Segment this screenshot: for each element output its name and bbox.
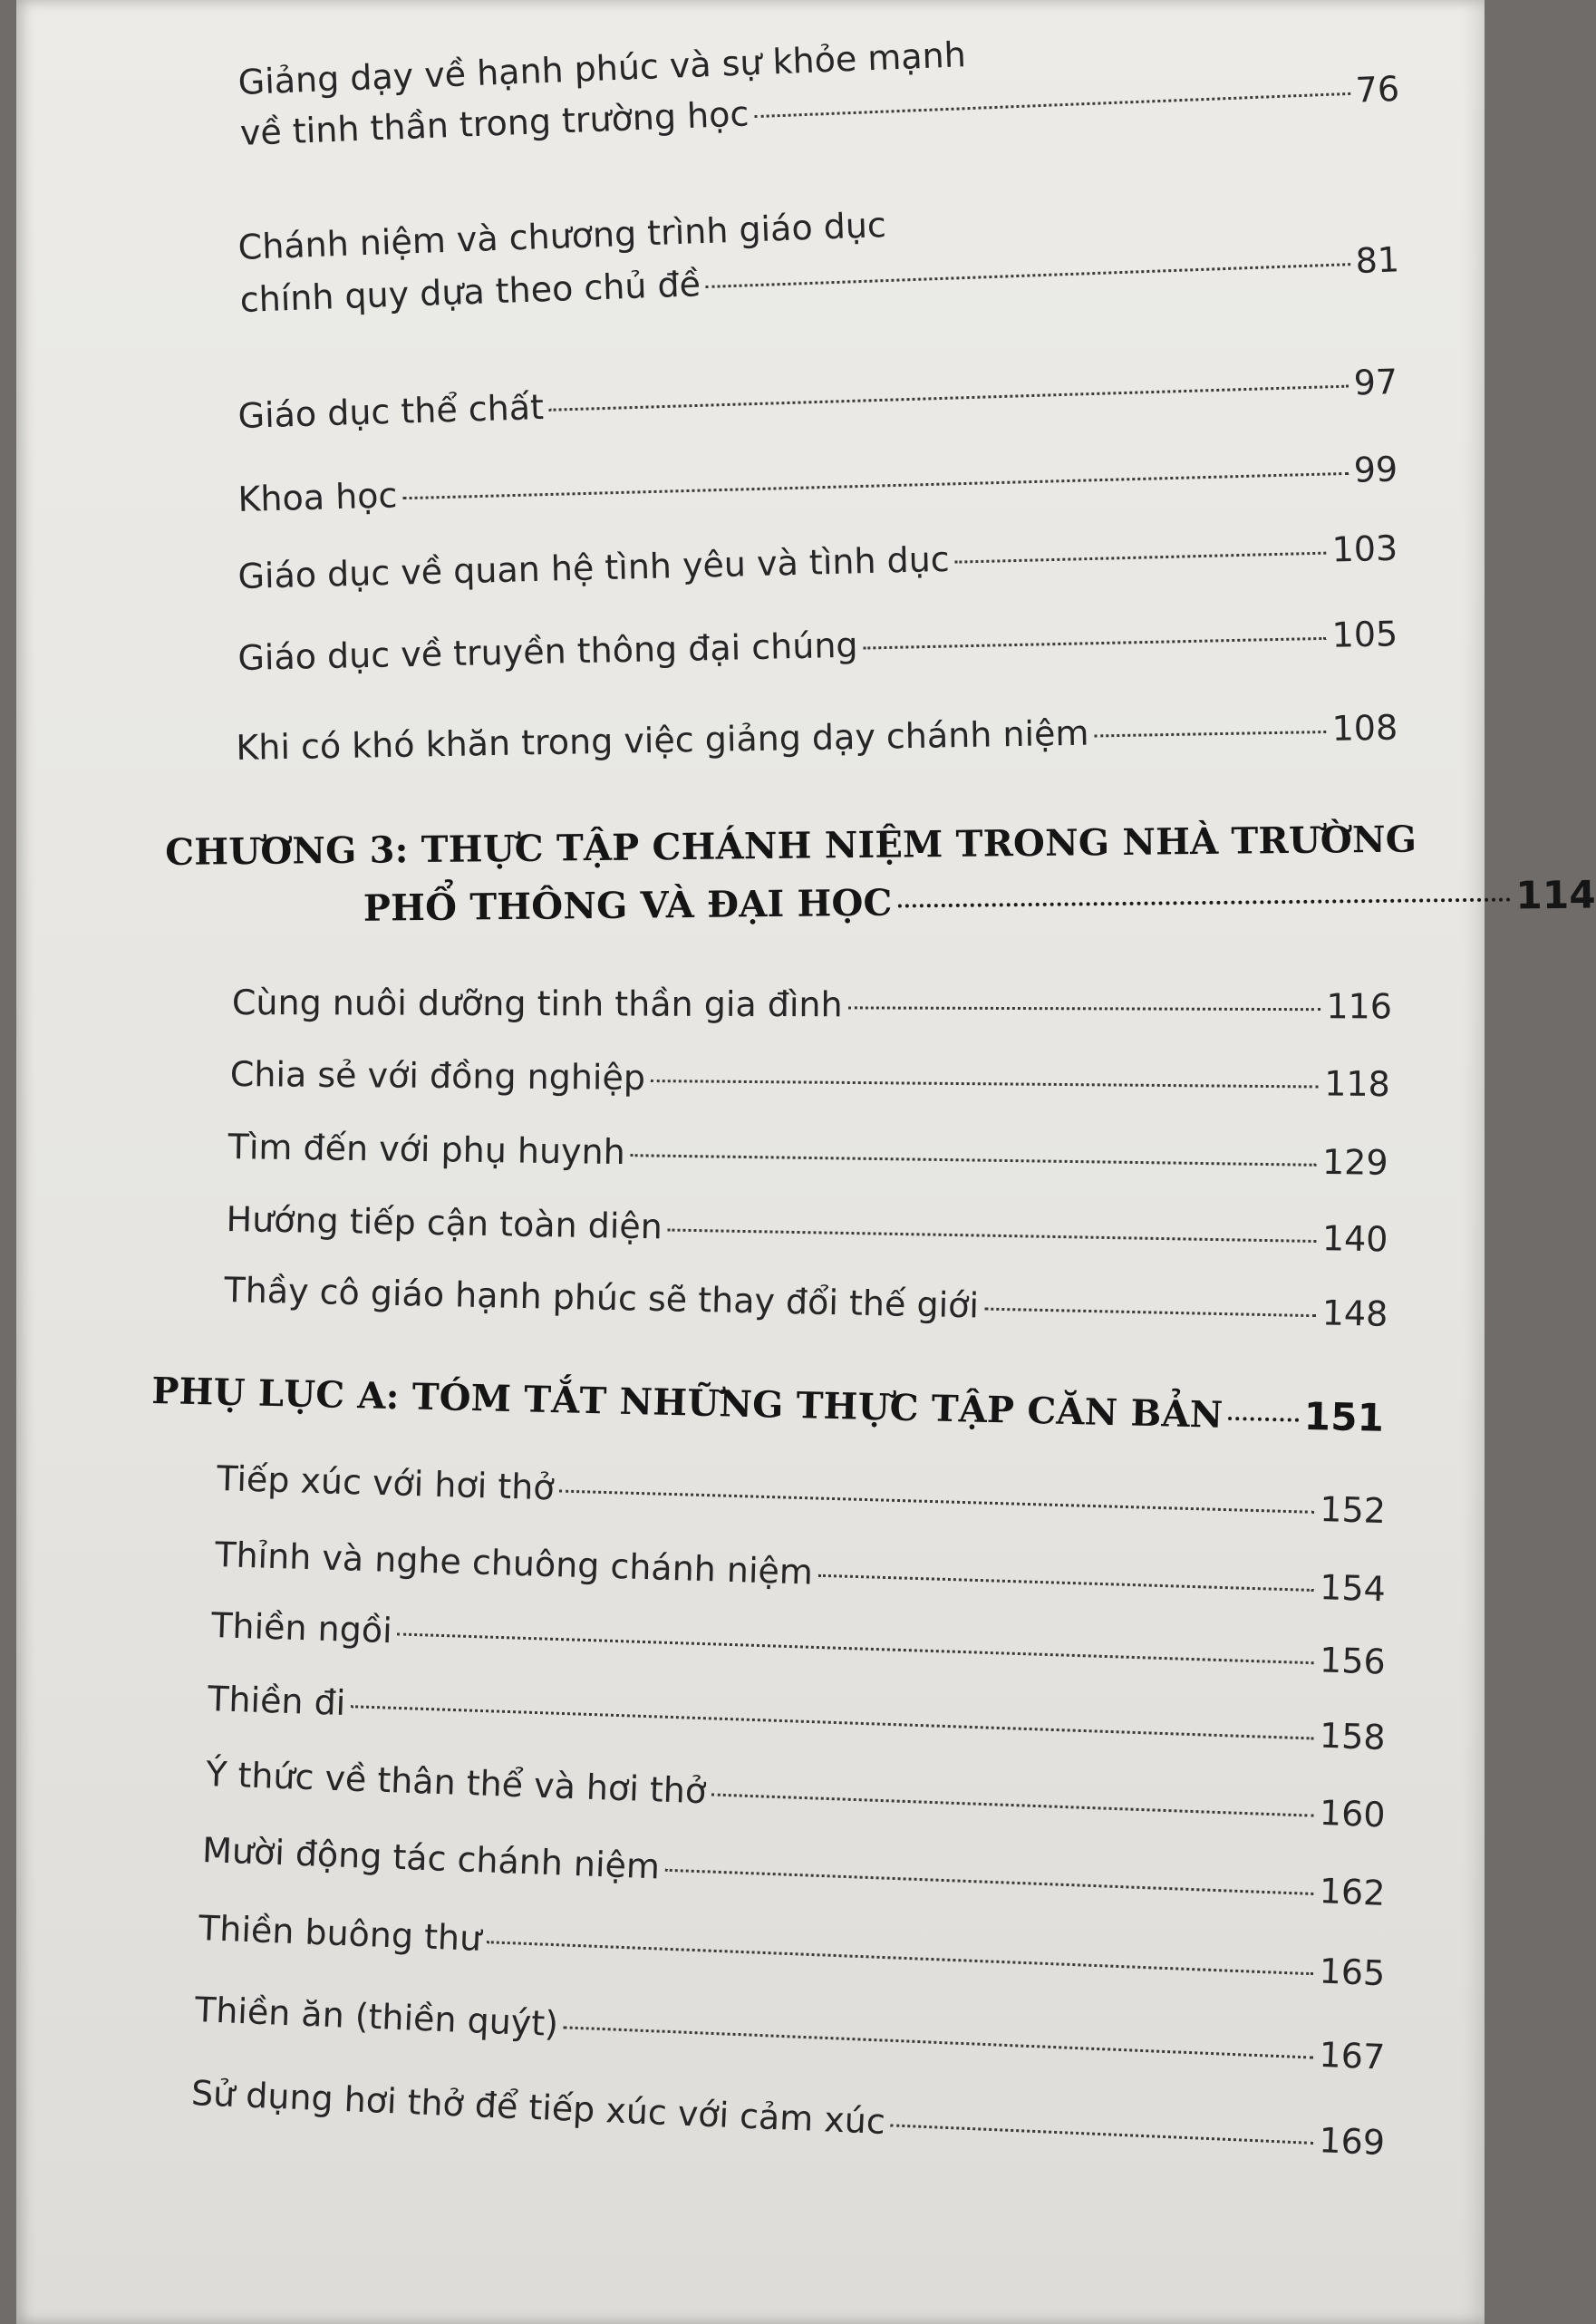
dot-leader xyxy=(351,1705,1314,1739)
toc-page-number: 76 xyxy=(1354,68,1400,111)
toc-entry xyxy=(237,450,1398,519)
dot-leader xyxy=(848,1006,1321,1011)
dot-leader xyxy=(955,552,1327,564)
toc-page-number: 154 xyxy=(1319,1567,1387,1610)
dot-leader xyxy=(668,1229,1317,1243)
dot-leader xyxy=(559,1490,1314,1514)
toc-page-number: 81 xyxy=(1354,238,1400,281)
toc-entry xyxy=(224,1271,1388,1335)
toc-entry xyxy=(190,2074,1386,2164)
toc-entry xyxy=(194,1990,1386,2077)
toc-entry xyxy=(201,1831,1386,1914)
toc-page-number: 116 xyxy=(1326,986,1392,1027)
toc-entry xyxy=(217,1459,1387,1532)
toc-entry xyxy=(230,1055,1390,1105)
dot-leader xyxy=(402,472,1349,499)
dot-leader xyxy=(487,1941,1314,1975)
toc-page-number: 103 xyxy=(1331,528,1398,570)
toc-entry xyxy=(227,1128,1388,1184)
toc-entry-title: Sử dụng hơi thở để tiếp xúc với cảm xúc xyxy=(190,2073,886,2143)
dot-leader xyxy=(549,385,1349,412)
toc-entry-title: Ý thức về thân thể và hơi thở xyxy=(205,1754,707,1812)
toc-entry-title: Chia sẻ với đồng nghiệp xyxy=(229,1054,646,1098)
toc-entry-title: Hướng tiếp cận toàn diện xyxy=(226,1199,663,1247)
toc-page-number: 162 xyxy=(1319,1871,1387,1913)
toc-entry-title: Cùng nuôi dưỡng tinh thần gia đình xyxy=(231,983,843,1025)
toc-entry-title: chính quy dựa theo chủ đề xyxy=(238,263,701,320)
toc-entry-title: Thiền ăn (thiền quýt) xyxy=(194,1990,559,2045)
chapter-heading xyxy=(164,818,1596,933)
dot-leader xyxy=(891,2124,1314,2145)
toc-entry-title: Giáo dục về quan hệ tình yêu và tình dục xyxy=(237,538,951,596)
dot-leader xyxy=(1094,731,1326,737)
toc-page-number: 105 xyxy=(1331,614,1398,655)
toc-entry xyxy=(198,1909,1386,1994)
toc-page-number: 97 xyxy=(1353,362,1398,403)
toc-entry xyxy=(237,19,1400,153)
toc-page-number: 169 xyxy=(1318,2120,1386,2164)
toc-entry xyxy=(237,615,1398,678)
dot-leader xyxy=(984,1308,1317,1318)
toc-entry xyxy=(215,1535,1387,1610)
toc-entry-title: Thiền buông thư xyxy=(198,1908,483,1959)
chapter-page-number: 114 xyxy=(1515,872,1596,918)
toc-page-number: 118 xyxy=(1324,1063,1390,1105)
appendix-heading xyxy=(151,1369,1385,1440)
appendix-page-number: 151 xyxy=(1303,1393,1385,1440)
toc-page-number: 148 xyxy=(1321,1293,1388,1334)
dot-leader xyxy=(706,263,1350,288)
dot-leader xyxy=(818,1574,1314,1592)
toc-entry-title: Giáo dục về truyền thông đại chúng xyxy=(237,625,858,678)
toc-entry xyxy=(205,1755,1386,1835)
toc-entry-title: về tinh thần trong trường học xyxy=(239,93,750,153)
toc-entry-title: Mười động tác chánh niệm xyxy=(201,1830,661,1887)
dot-leader xyxy=(864,637,1327,650)
toc-entry-title: Thầy cô giáo hạnh phúc sẽ thay đổi thế giới xyxy=(224,1270,980,1326)
dot-leader xyxy=(754,92,1350,118)
toc-entry-title: Giáo dục thể chất xyxy=(237,386,545,436)
toc-entry-title-line1: Giảng dạy về hạnh phúc và sự khỏe mạnh xyxy=(237,34,967,102)
toc-page-number: 140 xyxy=(1321,1218,1388,1260)
toc-entry xyxy=(232,983,1392,1027)
toc-page-number: 129 xyxy=(1321,1141,1388,1183)
toc-entry-title: Thỉnh và nghe chuông chánh niệm xyxy=(214,1535,814,1593)
toc-entry xyxy=(208,1680,1387,1758)
toc-entry xyxy=(211,1606,1387,1682)
toc-page-number: 160 xyxy=(1319,1792,1387,1835)
toc-entry-title: Khoa học xyxy=(237,475,398,519)
toc-entry xyxy=(236,709,1398,769)
toc-entry xyxy=(226,1200,1388,1260)
appendix-title: PHỤ LỤC A: TÓM TẮT NHỮNG THỰC TẬP CĂN BẢN xyxy=(150,1369,1224,1437)
toc-page-number: 165 xyxy=(1318,1951,1387,1994)
dot-leader xyxy=(1228,1417,1298,1422)
toc-entry xyxy=(237,363,1398,437)
toc-page-number: 108 xyxy=(1331,707,1398,749)
toc-page-number: 158 xyxy=(1319,1715,1387,1758)
toc-entry-title: Tìm đến với phụ huynh xyxy=(227,1127,626,1173)
toc-entry-title: Thiền đi xyxy=(207,1679,347,1724)
dot-leader xyxy=(711,1793,1314,1816)
toc-entry xyxy=(237,188,1400,320)
dot-leader xyxy=(398,1632,1315,1664)
dot-leader xyxy=(665,1869,1314,1895)
chapter-title: PHỔ THÔNG VÀ ĐẠI HỌC xyxy=(363,881,893,930)
toc-entry-title: Khi có khó khăn trong việc giảng dạy chánh niệm xyxy=(235,712,1089,768)
toc-entry-title: Tiếp xúc với hơi thở xyxy=(216,1458,556,1508)
dot-leader xyxy=(898,897,1511,907)
toc-page-number: 152 xyxy=(1319,1488,1387,1532)
chapter-title-line1: CHƯƠNG 3: THỰC TẬP CHÁNH NIỆM TRONG NHÀ TRƯỜNG xyxy=(164,818,1417,874)
dot-leader xyxy=(631,1154,1317,1167)
dot-leader xyxy=(651,1080,1319,1088)
dot-leader xyxy=(564,2026,1314,2058)
toc-page-number: 99 xyxy=(1353,449,1398,490)
toc-entry xyxy=(237,529,1398,597)
toc-page-number: 156 xyxy=(1319,1640,1387,1682)
toc-page-number: 167 xyxy=(1318,2034,1386,2077)
toc-entry-title: Thiền ngồi xyxy=(210,1605,393,1651)
toc-entry-title-line1: Chánh niệm và chương trình giáo dục xyxy=(237,205,887,267)
